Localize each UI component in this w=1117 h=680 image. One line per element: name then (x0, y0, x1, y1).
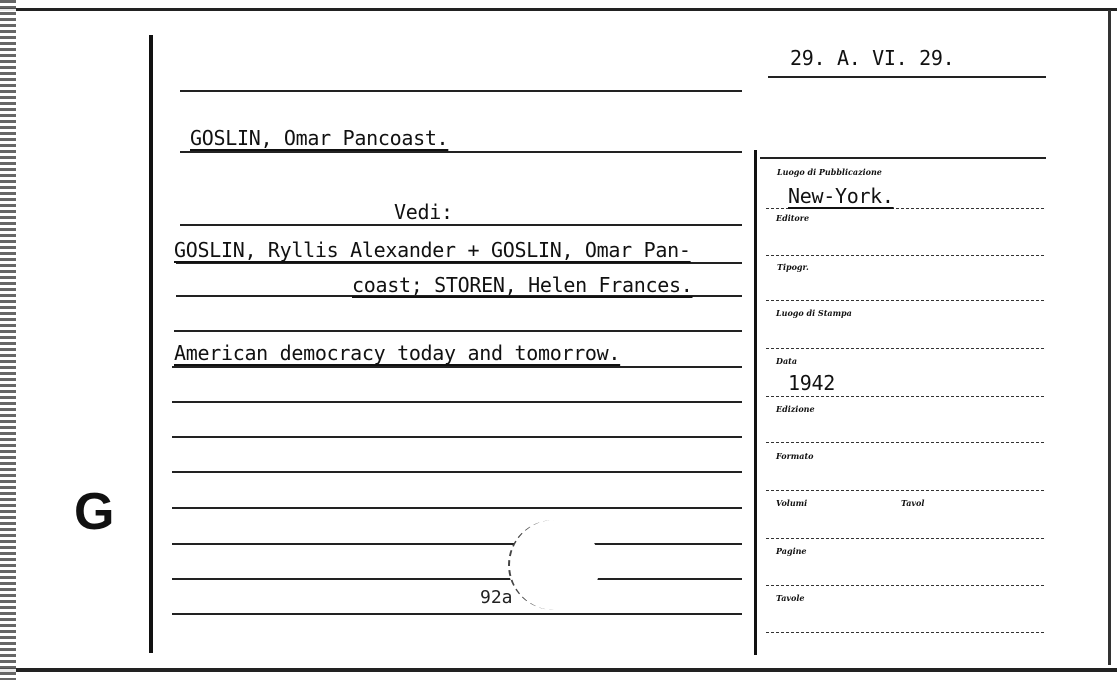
field-rule (766, 632, 1044, 634)
field-label-volumi: Volumi (776, 498, 808, 508)
ruled-line (172, 436, 742, 438)
card-right-edge (1108, 10, 1111, 665)
field-label-tavole-2: Tavole (776, 593, 805, 603)
ruled-line (172, 471, 742, 473)
field-label-luogo-pubblicazione: Luogo di Pubblicazione (777, 167, 882, 177)
field-label-pagine: Pagine (776, 546, 807, 556)
ruled-line (176, 262, 742, 264)
field-label-editore: Editore (776, 213, 810, 223)
ruled-line (180, 90, 742, 92)
field-rule (766, 255, 1044, 257)
left-margin-rule (149, 35, 153, 653)
date-code: 29. A. VI. 29. (790, 46, 955, 70)
vedi-label: Vedi: (394, 200, 453, 224)
field-box-top-rule (760, 157, 1046, 159)
ruled-line (172, 366, 742, 368)
author-heading: GOSLIN, Omar Pancoast. (190, 126, 449, 150)
field-label-tipogr: Tipogr. (777, 262, 809, 272)
field-label-edizione: Edizione (776, 404, 815, 414)
field-value-data: 1942 (788, 371, 835, 395)
stamp-text: 92a (480, 587, 513, 608)
field-rule (766, 208, 1044, 210)
field-rule (766, 490, 1044, 492)
field-rule (766, 538, 1044, 540)
field-rule (766, 300, 1044, 302)
field-rule (766, 348, 1044, 350)
field-column-separator (754, 150, 757, 655)
field-rule (766, 585, 1044, 587)
index-letter: G (74, 483, 115, 541)
ruled-line (172, 401, 742, 403)
book-title: American democracy today and tomorrow. (174, 341, 621, 365)
card-left-edge (0, 0, 16, 680)
field-label-tavole: Tavol (901, 498, 925, 508)
ruled-line (172, 507, 742, 509)
ruled-line (180, 151, 742, 153)
date-rule (768, 76, 1046, 78)
card-bottom-edge (0, 668, 1117, 672)
ruled-line (172, 613, 742, 615)
ruled-line (172, 578, 742, 580)
cross-reference-line-2: coast; STOREN, Helen Frances. (352, 273, 693, 297)
field-label-luogo-stampa: Luogo di Stampa (776, 308, 852, 318)
card-top-edge (0, 8, 1117, 11)
ruled-line (180, 224, 742, 226)
ruled-line (174, 330, 742, 332)
field-rule (766, 442, 1044, 444)
cross-reference-line-1: GOSLIN, Ryllis Alexander + GOSLIN, Omar Pan- (174, 238, 691, 262)
field-rule (766, 396, 1044, 398)
field-value-luogo-pubblicazione: New-York. (788, 184, 894, 208)
punch-hole-stamp (508, 520, 600, 610)
field-label-data: Data (776, 356, 797, 366)
field-label-formato: Formato (776, 451, 814, 461)
ruled-line (172, 543, 742, 545)
